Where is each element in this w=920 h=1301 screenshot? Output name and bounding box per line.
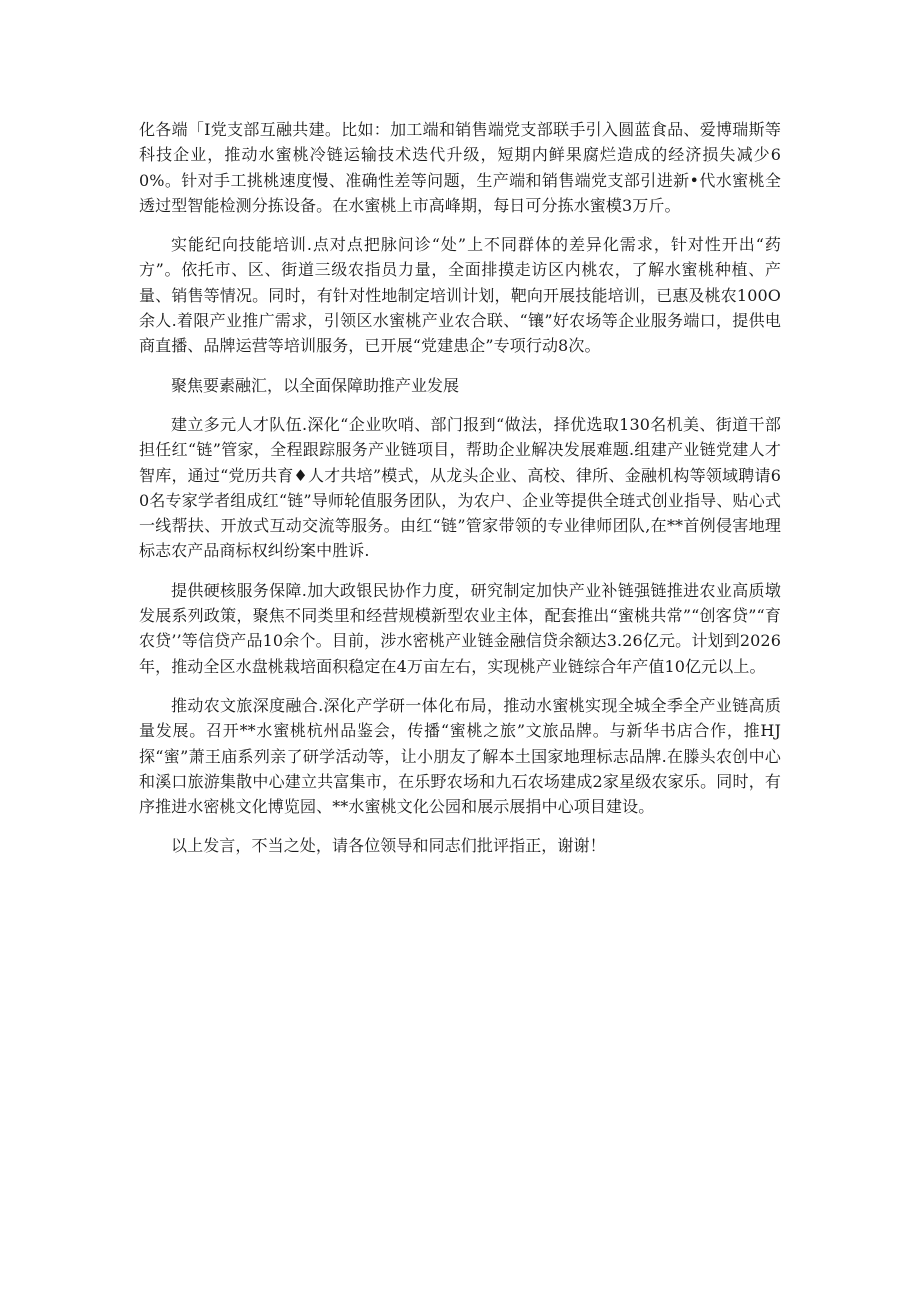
paragraph-skills-training: 实能纪向技能培训.点对点把脉问诊“处”上不同群体的差异化需求，针对性开出“药方”。依托市、区、街道三级农指员力量，全面排摸走访区内桃农，了解水蜜桃种植、产量、销售等情况。同时，有针对性地制定培训计划，靶向开展技能培训，已惠及桃农100O余人.着限产业推广需求，引领区水蜜桃产业农合联、“镶”好农场等企业服务端口，提供电商直播、品牌运营等培训服务，已开展“党建患企”专项行动8次。 — [139, 235, 781, 356]
paragraph-closing-remarks: 以上发言，不当之处，请各位领导和同志们批评指正，谢谢！ — [171, 836, 606, 856]
document-body — [139, 117, 781, 873]
section-heading: 聚焦要素融汇，以全面保障助推产业发展 — [171, 375, 460, 395]
paragraph-service-guarantee: 提供硬核服务保障.加大政银民协作力度，研究制定加快产业补链强链推进农业高质墩发展系列政策，聚焦不同类里和经营规模新型农业主体，配套推出“蜜桃共常”“创客贷”“育农贷’’等信贷产品10余个。目前，涉水密桃产业链金融信贷余额达3.26亿元。计划到2026年，推动全区水盘桃栽培面积稳定在4万亩左右，实现桃产业链综合年产值10亿元以上。 — [139, 580, 781, 676]
paragraph-talent-team: 建立多元人才队伍.深化“企业吹哨、部门报到“做法，择优选取130名机美、街道干部担任红“链”管家，全程跟踪服务产业链项目，帮助企业解决发展难题.组建产业链党建人才智库，通过“党历共育♦人才共培”模式，从龙头企业、高校、律所、金融机构等领域聘请60名专家学者组成红“链”导师轮值服务团队，为农户、企业等提供全琏式创业指导、贴心式一线帮扶、开放式互动交流等服务。由红“链”管家带领的专业律师团队,在**首例侵害地理标志农产品商标权纠纷案中胜诉. — [139, 414, 781, 561]
paragraph-party-branch-integration: 化各端「I党支部互融共建。比如：加工端和销售端党支部联手引入圆蓝食品、爱博瑞斯等科技企业，推动水蜜桃冷链运输技术迭代升级，短期内鲜果腐烂造成的经济损失减少60%。针对手工挑桃速度慢、准确性差等问题，生产端和销售端党支部引进新•代水蜜桃全透过型智能检测分拣设备。在水蜜桃上市高峰期，每日可分拣水蜜模3万斤。 — [139, 120, 781, 215]
paragraph-agri-culture-tourism: 推动农文旅深度融合.深化产学研一体化布局，推动水蜜桃实现全城全季全产业链高质量发展。召开**水蜜桃杭州品鉴会，传播“蜜桃之旅”文旅品牌。与新华书店合作，推HJ探“蜜”萧王庙系列亲了研学活动等，让小朋友了解本土国家地理标志品牌.在滕头农创中心和溪口旅游集散中心建立共富集市，在乐野农场和九石农场建成2家星级农家乐。同时，有序推进水密桃文化博览园、**水蜜桃文化公园和展示展捐中心项目建设。 — [139, 695, 781, 817]
